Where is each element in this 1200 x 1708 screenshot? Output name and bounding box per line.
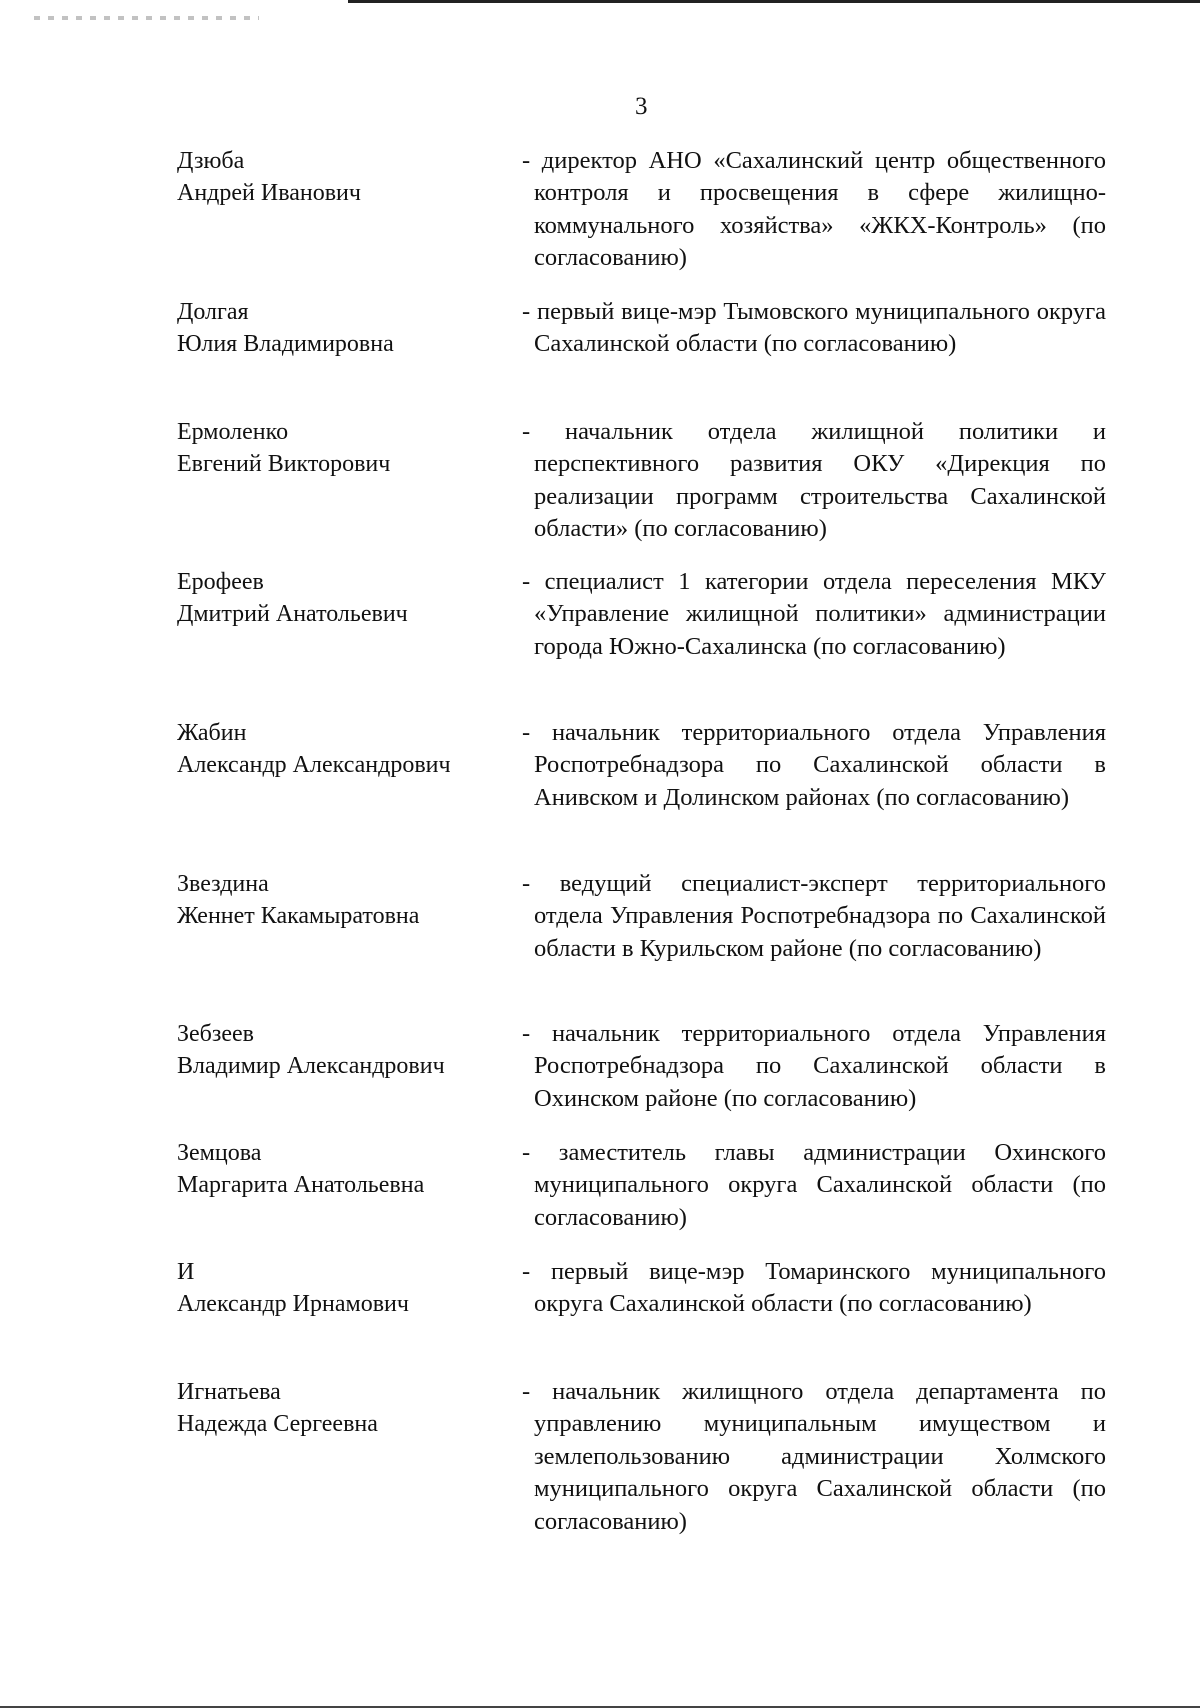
member-given-names: Андрей Иванович: [177, 180, 361, 206]
member-name: [177, 717, 517, 781]
member-role: - начальник отдела жилищной политики и перспективного развития ОКУ «Дирекция по реализации программ строительства Сахалинской области» (по согласованию): [522, 418, 1106, 543]
member-surname: Зебзеев: [177, 1021, 255, 1047]
member-name: [177, 1376, 517, 1440]
member-surname: Жабин: [177, 720, 247, 746]
member-surname: И: [177, 1259, 195, 1285]
member-given-names: Дмитрий Анатольевич: [177, 601, 408, 627]
member-name: [177, 145, 517, 209]
member-role: - директор АНО «Сахалинский центр общественного контроля и просвещения в сфере жилищно-коммунального хозяйства» «ЖКХ-Контроль» (по согласованию): [522, 147, 1106, 272]
member-role: - заместитель главы администрации Охинского муниципального округа Сахалинской области (по согласованию): [522, 1139, 1106, 1231]
member-given-names: Александр Александрович: [177, 752, 451, 778]
member-name: [177, 1256, 517, 1320]
top-scan-rule: [348, 0, 1200, 3]
member-given-names: Надежда Сергеевна: [177, 1411, 378, 1437]
member-surname: Звездина: [177, 871, 269, 897]
member-name: [177, 566, 517, 630]
member-given-names: Женнет Какамыратовна: [177, 903, 420, 929]
member-surname: Игнатьева: [177, 1379, 281, 1405]
member-surname: Ерофеев: [177, 569, 264, 595]
member-surname: Дзюба: [177, 148, 245, 174]
member-name: [177, 1137, 517, 1201]
member-role: - начальник территориального отдела Управления Роспотребнадзора по Сахалинской области в Анивском и Долинском районах (по согласованию): [522, 719, 1106, 811]
member-role: - ведущий специалист-эксперт территориального отдела Управления Роспотребнадзора по Сахалинской области в Курильском районе (по согласованию): [522, 870, 1106, 962]
member-role: - специалист 1 категории отдела переселения МКУ «Управление жилищной политики» администрации города Южно-Сахалинска (по согласованию): [522, 568, 1106, 660]
member-given-names: Юлия Владимировна: [177, 331, 394, 357]
member-name: [177, 296, 517, 360]
member-given-names: Александр Ирнамович: [177, 1291, 409, 1317]
member-given-names: Маргарита Анатольевна: [177, 1172, 425, 1198]
member-role: - начальник территориального отдела Управления Роспотребнадзора по Сахалинской области в Охинском районе (по согласованию): [522, 1020, 1106, 1112]
member-surname: Ермоленко: [177, 419, 289, 445]
scan-artifact: [34, 16, 259, 20]
member-name: [177, 416, 517, 480]
member-given-names: Евгений Викторович: [177, 451, 391, 477]
member-role: - первый вице-мэр Томаринского муниципального округа Сахалинской области (по согласованию): [522, 1258, 1106, 1318]
member-role: - первый вице-мэр Тымовского муниципального округа Сахалинской области (по согласованию): [522, 298, 1106, 358]
member-surname: Долгая: [177, 299, 249, 325]
member-given-names: Владимир Александрович: [177, 1053, 445, 1079]
member-name: [177, 868, 517, 932]
member-role: - начальник жилищного отдела департамента по управлению муниципальным имуществом и землепользованию администрации Холмского муниципального округа Сахалинской области (по согласованию): [522, 1378, 1106, 1535]
page-number: 3: [635, 93, 648, 120]
member-surname: Земцова: [177, 1140, 262, 1166]
member-name: [177, 1018, 517, 1082]
